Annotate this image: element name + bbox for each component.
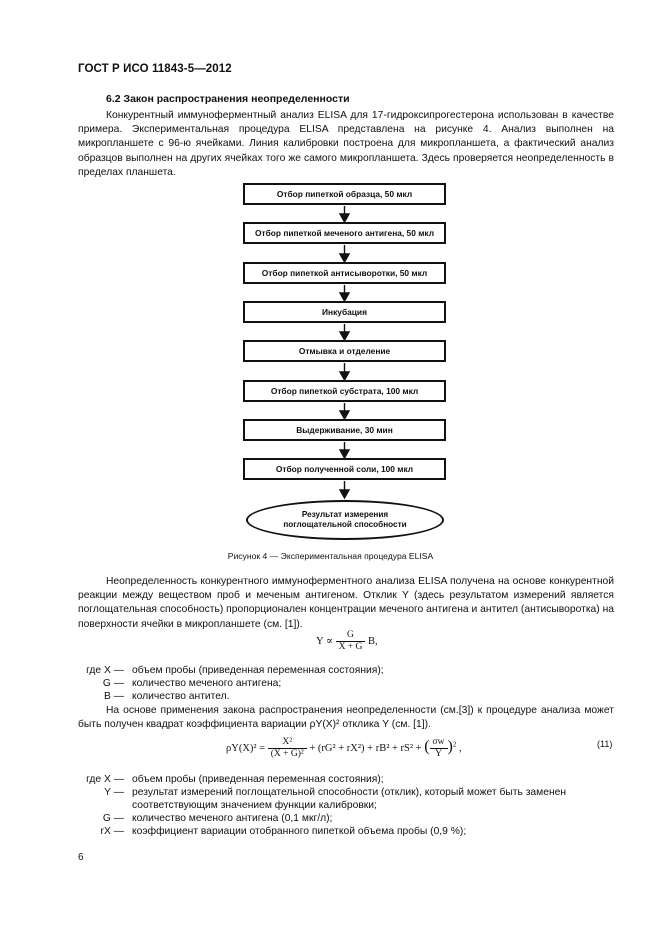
definitions-list-2 — [78, 773, 618, 838]
definition-desc: объем пробы (приведенная переменная состояния); — [132, 665, 384, 676]
definition-desc: коэффициент вариации отобранного пипеткой объема пробы (0,9 %); — [132, 826, 467, 837]
formula1-denominator: X + G — [338, 642, 363, 652]
formula-proportionality — [316, 630, 378, 653]
page-number: 6 — [78, 852, 84, 863]
formula2-end: , — [458, 742, 462, 754]
flow-step-sample-pipetting: Отбор пипеткой образца, 50 мкл — [243, 183, 446, 205]
definition-term: G — — [102, 678, 124, 689]
definition-desc: количество меченого антигена (0,1 мкг/л); — [132, 813, 333, 824]
formula2-sigma-denominator: Y — [435, 749, 442, 759]
definition-term: где X — — [86, 665, 124, 676]
standard-header: ГОСТ Р ИСО 11843-5—2012 — [78, 63, 232, 75]
definition-desc: объем пробы (приведенная переменная состояния); — [132, 774, 384, 785]
definition-term: Y — — [104, 787, 124, 798]
paragraph-3: На основе применения закона распространения неопределенности (см.[3]) к процедуре анализа может быть получен квадрат коэффициента вариации ρY(X)² отклика Y (см. [1]). — [78, 705, 614, 731]
flow-step-substrate: Отбор пипеткой субстрата, 100 мкл — [243, 380, 446, 402]
formula2-numerator: X² — [268, 737, 307, 749]
flow-step-labeled-antigen: Отбор пипеткой меченого антигена, 50 мкл — [243, 222, 446, 244]
formula2-sigma-numerator: σw — [430, 737, 448, 749]
intro-paragraph: Конкурентный иммуноферментный анализ ELISA для 17-гидроксипрогестерона использован в качестве примера. Экспериментальная процедура ELISA представлена на рисунке 4. Анализ выполнен на микропланшете с 96-ю ячейками. Линия калибровки построена для микропланшета, а фактический анализ образцов выполнен на других ячейках того же самого микропланшета. Здесь проверяется неопределенность в пределах планшета. — [78, 110, 614, 178]
formula2-fraction — [268, 737, 307, 760]
flow-step-incubation: Инкубация — [243, 301, 446, 323]
flow-step-wash-separation: Отмывка и отделение — [243, 340, 446, 362]
definition-row — [78, 677, 618, 690]
formula1-lhs: Y ∝ — [316, 635, 333, 647]
formula2-sigma-fraction — [430, 737, 448, 760]
formula1-numerator: G — [336, 630, 366, 642]
definitions-list-1 — [78, 664, 618, 703]
definition-term: G — — [102, 813, 124, 824]
definition-term: rX — — [100, 826, 124, 837]
definition-desc: количество антител. — [132, 691, 230, 702]
formula2-terms: + (rG² + rX²) + rB² + rS² + — [309, 742, 422, 754]
section-title: 6.2 Закон распространения неопределенности — [106, 93, 350, 105]
formula2-paren-open: ( — [424, 737, 430, 755]
definition-term: где X — — [86, 774, 124, 785]
definition-desc: количество меченого антигена; — [132, 678, 282, 689]
formula2-lhs: ρY(X)² = — [226, 742, 266, 754]
definition-row — [78, 664, 618, 677]
definition-term: B — — [103, 691, 124, 702]
definition-desc: результат измерений поглощательной способности (отклик), который может быть заменен соответствующим значением функции калибровки; — [132, 787, 567, 811]
flow-result-ellipse: Результат измерения поглощательной способности — [246, 500, 444, 540]
flow-step-antiserum: Отбор пипеткой антисыворотки, 50 мкл — [243, 262, 446, 284]
flow-step-hold: Выдерживание, 30 мин — [243, 419, 446, 441]
equation-number: (11) — [597, 739, 613, 749]
definition-row — [78, 812, 618, 825]
formula1-fraction — [336, 630, 366, 653]
paragraph-2: Неопределенность конкурентного иммуноферментного анализа ELISA получена на основе конкурентной реакции между веществом проб и меченым антигеном. Отклик Y (здесь результатом измерений является поглощательная способность) пропорционален концентрации меченого антигена и антител (антисыворотка) на поверхности ячейки в микропланшете (см. [1]). — [78, 576, 614, 630]
formula2-denominator: (X + G)² — [270, 749, 304, 759]
definition-row — [78, 825, 618, 838]
flow-step-salt: Отбор полученной соли, 100 мкл — [243, 458, 446, 480]
formula-variation: ρY(X)² = $\frac{\text{X²}}{\text{(X + G)²}}$ + (rG² + rX²) + rB² + rS² + ( $\frac{\sigma w}{Y}$ )$^2$ , — [226, 737, 462, 759]
formula1-rhs: B, — [368, 635, 378, 647]
formula2-paren-close: ) — [447, 737, 453, 755]
figure-caption: Рисунок 4 — Экспериментальная процедура ELISA — [227, 551, 434, 561]
definition-row — [78, 786, 618, 812]
definition-row — [78, 690, 618, 703]
definition-row — [78, 773, 618, 786]
